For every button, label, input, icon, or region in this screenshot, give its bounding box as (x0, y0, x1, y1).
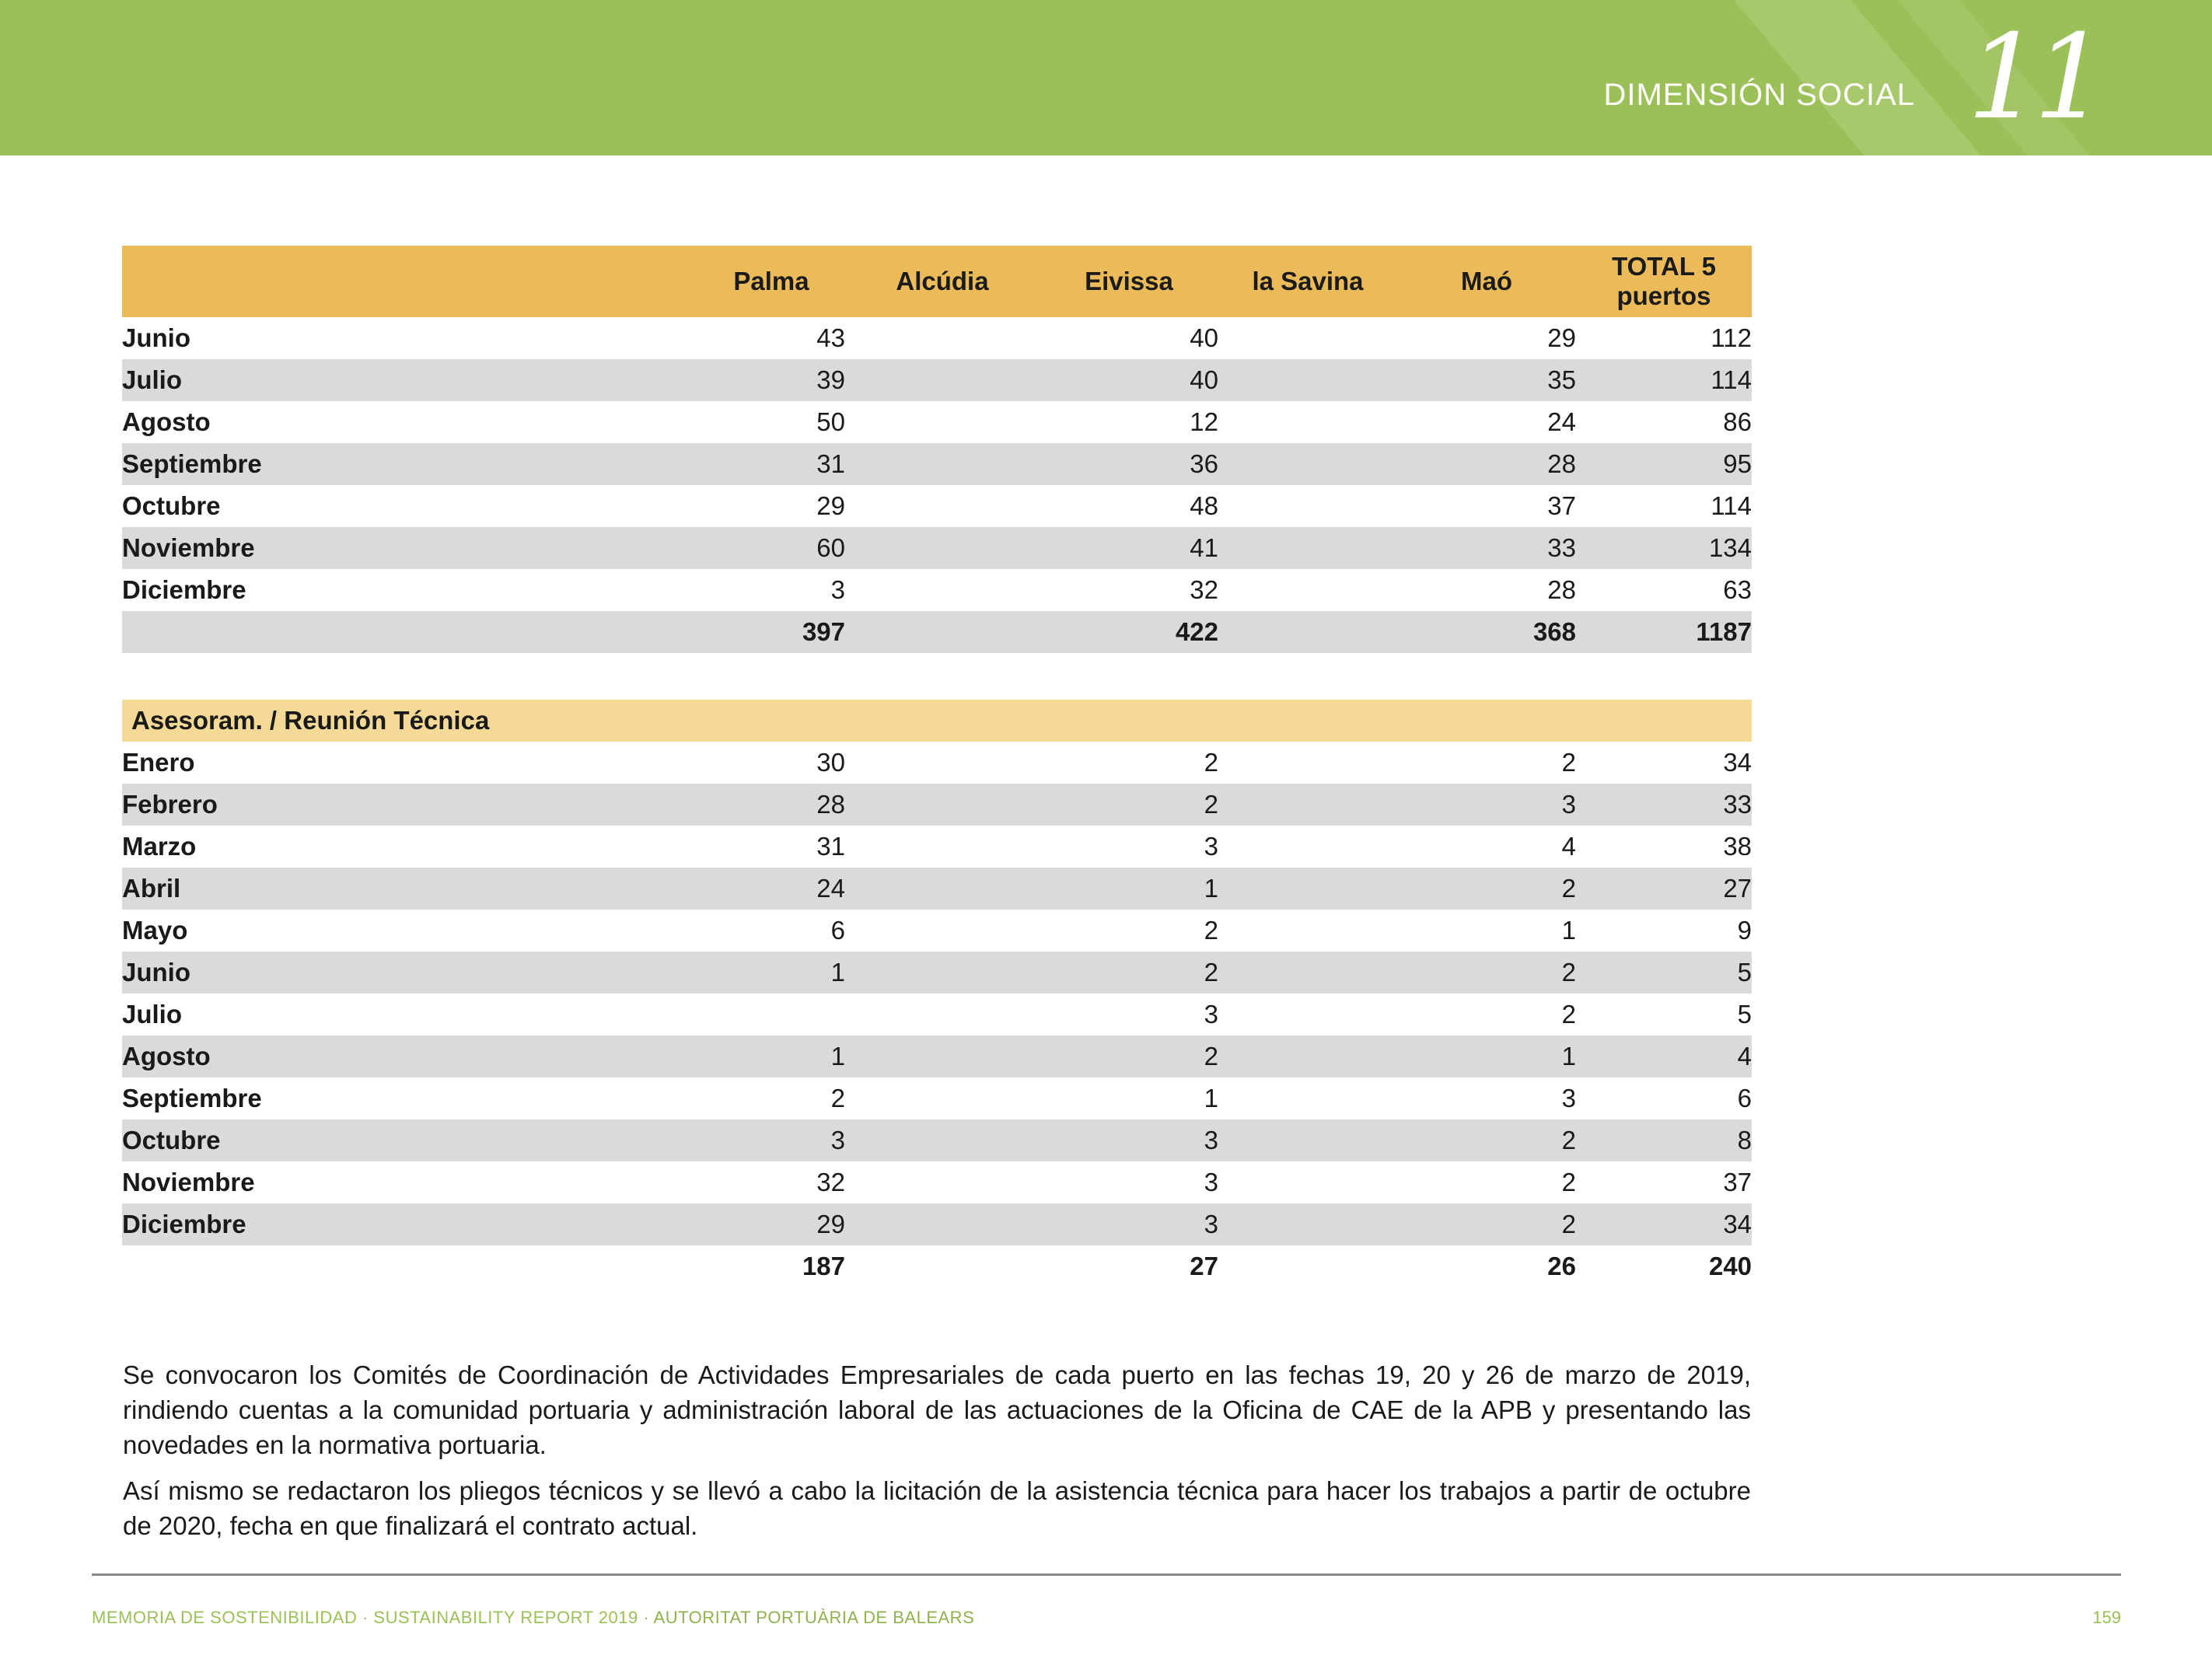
footer-divider (92, 1573, 2121, 1576)
cell-mao: 2 (1397, 868, 1576, 910)
cell-eivissa: 2 (1040, 952, 1218, 994)
cell-eivissa: 2 (1040, 784, 1218, 826)
footer-report-title: MEMORIA DE SOSTENIBILIDAD · SUSTAINABILITY REPORT 2019 · (92, 1608, 654, 1627)
cell-palma: 50 (816, 407, 845, 436)
total-mao: 368 (1397, 611, 1576, 653)
total-alcudia (845, 1245, 1040, 1287)
cell-eivissa: 2 (1204, 916, 1218, 945)
cell-eivissa: 40 (1190, 323, 1218, 352)
column-header-la-savina: la Savina (1218, 246, 1397, 317)
cell-la-savina (1218, 1119, 1397, 1161)
table-row (122, 485, 1752, 527)
cell-eivissa: 1 (1040, 868, 1218, 910)
cell-alcudia (845, 952, 1040, 994)
cell-total: 63 (1723, 575, 1752, 604)
paragraph: Se convocaron los Comités de Coordinación de Actividades Empresariales de cada puerto en las fechas 19, 20 y 26 de marzo de 2019, rindiendo cuentas a la comunidad portuaria y administración laboral de las actuaciones de la Oficina de CAE de la APB y presentando las novedades en la normativa portuaria. (123, 1360, 1751, 1459)
cell-palma (666, 994, 845, 1036)
row-label: Agosto (122, 1036, 666, 1077)
cell-total: 27 (1576, 868, 1752, 910)
cell-la-savina (1218, 952, 1397, 994)
cell-mao: 4 (1561, 832, 1576, 861)
row-label: Mayo (122, 916, 188, 945)
cell-palma: 3 (830, 575, 845, 604)
cell-mao: 2 (1397, 1119, 1576, 1161)
cell-mao: 33 (1397, 527, 1576, 569)
cell-eivissa: 3 (1040, 1119, 1218, 1161)
cell-eivissa: 2 (1204, 748, 1218, 777)
cell-eivissa: 48 (1190, 491, 1218, 520)
table-row (122, 359, 1752, 401)
cell-total: 114 (1576, 359, 1752, 401)
total-all: 1187 (1576, 611, 1752, 653)
table-header-row (122, 246, 1752, 317)
cell-alcudia (845, 1077, 1040, 1119)
cell-palma: 28 (666, 784, 845, 826)
total-palma: 187 (802, 1252, 845, 1280)
cell-eivissa: 12 (1190, 407, 1218, 436)
cell-alcudia (845, 784, 1040, 826)
cell-palma: 30 (816, 748, 845, 777)
cell-palma: 60 (666, 527, 845, 569)
table-row (122, 994, 1752, 1036)
cell-palma: 6 (830, 916, 845, 945)
column-header-label (122, 246, 666, 317)
paragraph: Así mismo se redactaron los pliegos técnicos y se llevó a cabo la licitación de la asistencia técnica para hacer los trabajos a partir de octubre de 2020, fecha en que finalizará el contrato actual. (123, 1476, 1751, 1540)
cell-palma: 31 (816, 832, 845, 861)
cell-palma: 29 (816, 491, 845, 520)
cell-eivissa: 2 (1040, 1036, 1218, 1077)
cell-mao: 28 (1547, 575, 1576, 604)
total-all: 240 (1708, 1252, 1752, 1280)
cell-mao: 2 (1397, 1203, 1576, 1245)
cell-palma: 1 (666, 952, 845, 994)
cell-alcudia (845, 994, 1040, 1036)
cell-mao: 29 (1547, 323, 1576, 352)
cell-palma: 32 (816, 1168, 845, 1196)
cell-palma: 39 (666, 359, 845, 401)
cell-alcudia (845, 401, 1040, 443)
cell-total: 34 (1576, 1203, 1752, 1245)
total-la-savina (1218, 1245, 1397, 1287)
table-row (122, 826, 1752, 868)
table-row (122, 1161, 1752, 1203)
row-label: Junio (122, 952, 666, 994)
cell-mao: 2 (1561, 1000, 1576, 1029)
cell-palma: 43 (816, 323, 845, 352)
table-row (122, 910, 1752, 952)
cell-la-savina (1218, 784, 1397, 826)
cell-la-savina (1218, 569, 1397, 611)
cell-la-savina (1218, 401, 1397, 443)
table-row (122, 569, 1752, 611)
footer-organization: AUTORITAT PORTUÀRIA DE BALEARS (653, 1608, 975, 1627)
cell-mao: 1 (1561, 916, 1576, 945)
cell-eivissa: 3 (1204, 1168, 1218, 1196)
cell-palma: 2 (830, 1084, 845, 1112)
cell-total: 38 (1723, 832, 1752, 861)
table-row (122, 868, 1752, 910)
totals-label (122, 611, 666, 653)
row-label: Julio (122, 1000, 183, 1029)
cell-la-savina (1218, 443, 1397, 485)
row-label: Enero (122, 748, 195, 777)
total-eivissa: 422 (1040, 611, 1218, 653)
cell-total: 86 (1723, 407, 1752, 436)
row-label: Febrero (122, 784, 666, 826)
table-row (122, 952, 1752, 994)
total-eivissa: 27 (1190, 1252, 1218, 1280)
totals-row (122, 1245, 1752, 1287)
cell-total: 95 (1576, 443, 1752, 485)
cell-mao: 2 (1561, 1168, 1576, 1196)
cell-la-savina (1218, 527, 1397, 569)
cell-alcudia (845, 485, 1040, 527)
cell-total: 37 (1723, 1168, 1752, 1196)
column-header-alcudia: Alcúdia (845, 246, 1040, 317)
row-label: Marzo (122, 832, 197, 861)
section-header-row (122, 700, 1752, 742)
cell-eivissa: 3 (1204, 832, 1218, 861)
cell-eivissa: 3 (1040, 1203, 1218, 1245)
cell-alcudia (845, 1203, 1040, 1245)
cell-eivissa: 1 (1204, 1084, 1218, 1112)
cell-alcudia (845, 910, 1040, 952)
row-label: Octubre (122, 491, 221, 520)
cell-palma: 1 (666, 1036, 845, 1077)
row-label: Noviembre (122, 527, 666, 569)
cell-alcudia (845, 826, 1040, 868)
cell-la-savina (1218, 826, 1397, 868)
cell-alcudia (845, 569, 1040, 611)
cell-la-savina (1218, 1161, 1397, 1203)
table-row (122, 1203, 1752, 1245)
cell-eivissa: 3 (1204, 1000, 1218, 1029)
row-label: Septiembre (122, 1084, 262, 1112)
cell-mao: 24 (1547, 407, 1576, 436)
column-header-mao: Maó (1397, 246, 1576, 317)
cell-palma: 29 (666, 1203, 845, 1245)
row-label: Diciembre (122, 575, 246, 604)
body-text (123, 1357, 1751, 1554)
cell-mao: 28 (1397, 443, 1576, 485)
cell-mao: 3 (1561, 1084, 1576, 1112)
cell-la-savina (1218, 910, 1397, 952)
monthly-table (122, 246, 1752, 653)
cell-total: 114 (1711, 491, 1752, 520)
cell-palma: 31 (666, 443, 845, 485)
cell-total: 4 (1576, 1036, 1752, 1077)
cell-alcudia (845, 1036, 1040, 1077)
table-row (122, 1077, 1752, 1119)
row-label: Agosto (122, 407, 211, 436)
cell-palma: 3 (666, 1119, 845, 1161)
cell-alcudia (845, 443, 1040, 485)
total-palma: 397 (666, 611, 845, 653)
cell-total: 5 (1737, 1000, 1752, 1029)
total-mao: 26 (1547, 1252, 1576, 1280)
cell-alcudia (845, 742, 1040, 784)
cell-total: 34 (1723, 748, 1752, 777)
cell-alcudia (845, 868, 1040, 910)
column-header-total: TOTAL 5 puertos (1576, 246, 1752, 317)
totals-row (122, 611, 1752, 653)
row-label: Diciembre (122, 1203, 666, 1245)
cell-eivissa: 41 (1040, 527, 1218, 569)
cell-eivissa: 32 (1190, 575, 1218, 604)
total-la-savina (1218, 611, 1397, 653)
cell-mao: 2 (1561, 748, 1576, 777)
cell-mao: 3 (1397, 784, 1576, 826)
chapter-number: 11 (1967, 10, 2100, 145)
cell-alcudia (845, 359, 1040, 401)
totals-label (122, 1245, 666, 1287)
cell-mao: 2 (1397, 952, 1576, 994)
cell-alcudia (845, 1161, 1040, 1203)
cell-eivissa: 36 (1040, 443, 1218, 485)
cell-total: 9 (1737, 916, 1752, 945)
page-header (0, 0, 2212, 155)
cell-total: 112 (1711, 323, 1752, 352)
cell-mao: 35 (1397, 359, 1576, 401)
cell-la-savina (1218, 994, 1397, 1036)
cell-alcudia (845, 527, 1040, 569)
table-row (122, 527, 1752, 569)
cell-la-savina (1218, 359, 1397, 401)
cell-total: 33 (1576, 784, 1752, 826)
total-alcudia (845, 611, 1040, 653)
cell-palma: 24 (666, 868, 845, 910)
row-label: Junio (122, 323, 190, 352)
row-label: Julio (122, 359, 666, 401)
table-row (122, 784, 1752, 826)
table-row (122, 443, 1752, 485)
cell-la-savina (1218, 1036, 1397, 1077)
cell-mao: 1 (1397, 1036, 1576, 1077)
cell-alcudia (845, 317, 1040, 359)
table-row (122, 401, 1752, 443)
column-header-eivissa: Eivissa (1040, 246, 1218, 317)
cell-la-savina (1218, 1203, 1397, 1245)
column-header-palma: Palma (666, 246, 845, 317)
cell-la-savina (1218, 1077, 1397, 1119)
cell-total: 5 (1576, 952, 1752, 994)
footer-text (92, 1608, 974, 1628)
table-row (122, 1119, 1752, 1161)
page-number: 159 (2092, 1608, 2121, 1627)
cell-eivissa: 40 (1040, 359, 1218, 401)
cell-mao: 37 (1547, 491, 1576, 520)
row-label: Abril (122, 868, 666, 910)
cell-la-savina (1218, 868, 1397, 910)
cell-alcudia (845, 1119, 1040, 1161)
cell-la-savina (1218, 742, 1397, 784)
row-label: Noviembre (122, 1168, 255, 1196)
advisory-table (122, 700, 1752, 1287)
cell-total: 134 (1576, 527, 1752, 569)
cell-total: 6 (1737, 1084, 1752, 1112)
row-label: Octubre (122, 1119, 666, 1161)
table-row (122, 742, 1752, 784)
cell-total: 8 (1576, 1119, 1752, 1161)
cell-la-savina (1218, 485, 1397, 527)
table-row (122, 317, 1752, 359)
section-header-label: Asesoram. / Reunión Técnica (122, 700, 1752, 742)
table-row (122, 1036, 1752, 1077)
row-label: Septiembre (122, 443, 666, 485)
cell-la-savina (1218, 317, 1397, 359)
section-title: DIMENSIÓN SOCIAL (1603, 78, 1915, 112)
